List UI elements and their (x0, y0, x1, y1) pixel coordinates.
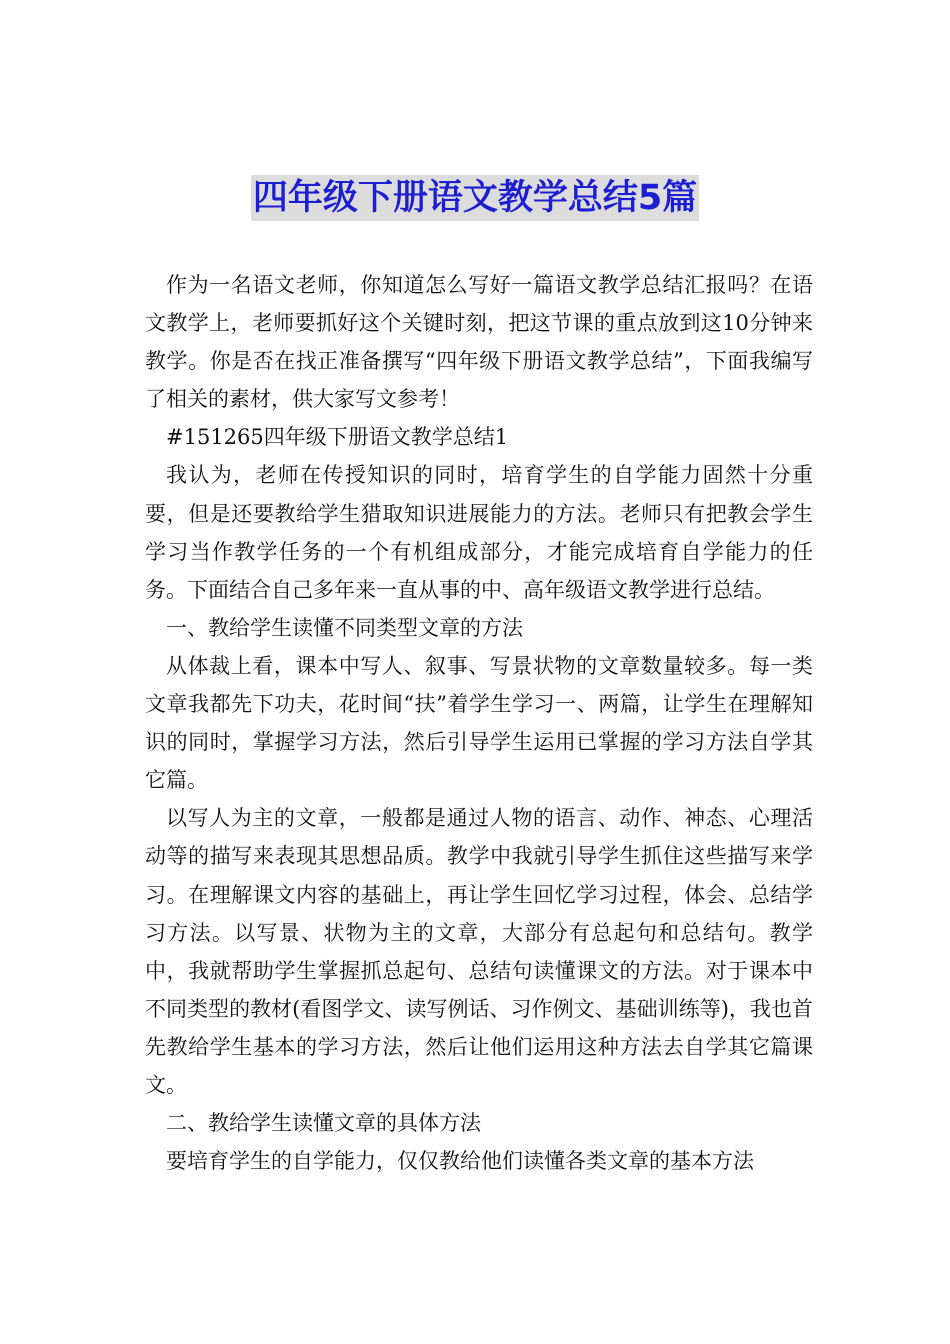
paragraph-3: 以写人为主的文章，一般都是通过人物的语言、动作、神态、心理活动等的描写来表现其思想品质。教学中我就引导学生抓住这些描写来学习。在理解课文内容的基础上，再让学生回忆学习过程，体会、总结学习方法。以写景、状物为主的文章，大部分有总起句和总结句。教学中，我就帮助学生掌握抓总起句、总结句读懂课文的方法。对于课本中不同类型的教材(看图学文、读写例话、习作例文、基础训练等)，我也首先教给学生基本的学习方法，然后让他们运用这种方法去自学其它篇课文。 (145, 806, 813, 1097)
paragraph-1: 我认为，老师在传授知识的同时，培育学生的自学能力固然十分重要，但是还要教给学生猎取知识进展能力的方法。老师只有把教会学生学习当作教学任务的一个有机组成部分，才能完成培育自学能力的任务。下面结合自己多年来一直从事的中、高年级语文教学进行总结。 (145, 463, 813, 602)
paragraph-2: 从体裁上看，课本中写人、叙事、写景状物的文章数量较多。每一类文章我都先下功夫，花时间“扶”着学生学习一、两篇，让学生在理解知识的同时，掌握学习方法，然后引导学生运用已掌握的学习方法自学其它篇。 (145, 653, 813, 793)
document-title: 四年级下册语文教学总结5篇 (251, 175, 699, 221)
article-heading: #151265四年级下册语文教学总结1 (166, 425, 509, 450)
section-1-heading: 一、教给学生读懂不同类型文章的方法 (166, 615, 523, 640)
paragraph-4: 要培育学生的自学能力，仅仅教给他们读懂各类文章的基本方法 (166, 1149, 754, 1174)
title-container (0, 175, 950, 221)
section-2-heading: 二、教给学生读懂文章的具体方法 (166, 1111, 481, 1136)
intro-paragraph: 作为一名语文老师，你知道怎么写好一篇语文教学总结汇报吗？在语文教学上，老师要抓好这个关键时刻，把这节课的重点放到这10分钟来教学。你是否在找正准备撰写“四年级下册语文教学总结”，下面我编写了相关的素材，供大家写文参考！ (145, 273, 813, 412)
document-body (145, 266, 813, 1180)
